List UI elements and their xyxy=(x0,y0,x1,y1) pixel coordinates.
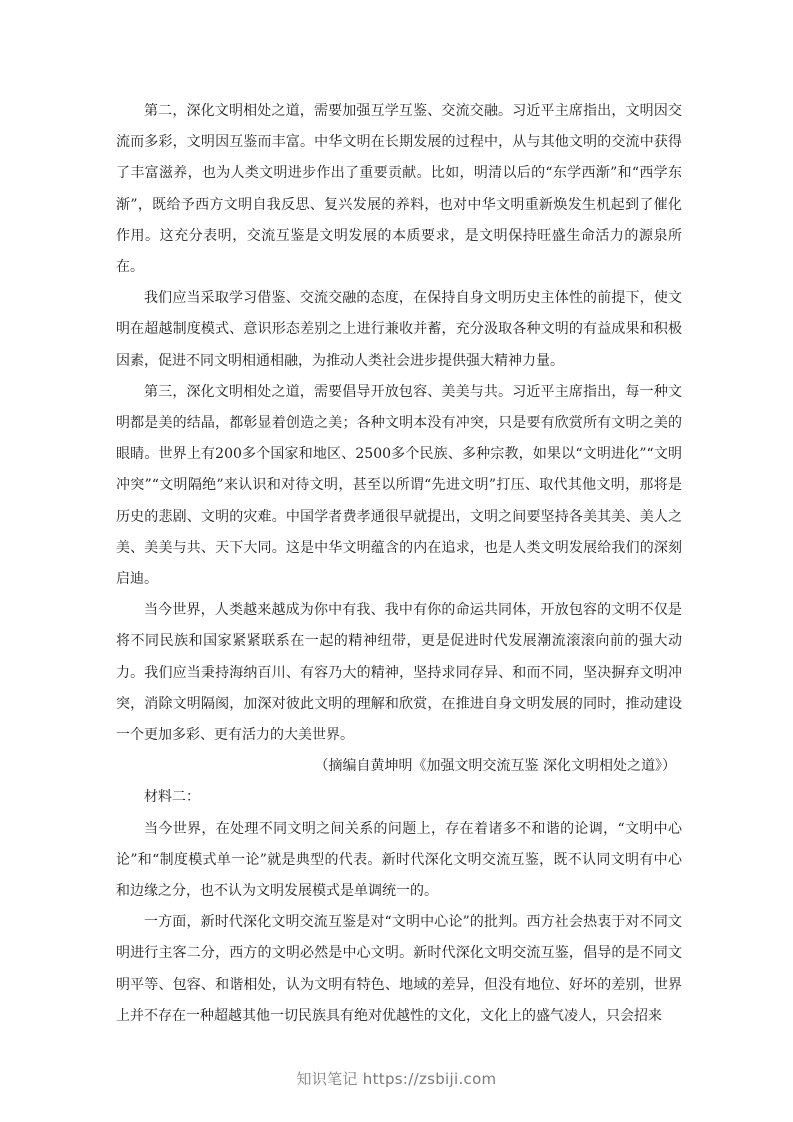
paragraph-3: 第三，深化文明相处之道，需要倡导开放包容、美美与共。习近平主席指出，每一种文明都是美的结晶，都彰显着创造之美；各种文明本没有冲突，只是要有欣赏所有文明之美的眼睛。世界上有200多个国家和地区、2500多个民族、多种宗教，如果以“文明进化”“文明冲突”“文明隔绝”来认识和对待文明，甚至以所谓“先进文明”打压、取代其他文明，那将是历史的悲剧、文明的灾难。中国学者费孝通很早就提出，文明之间要坚持各美其美、美人之美、美美与共、天下大同。这是中华文明蕴含的内在追求，也是人类文明发展给我们的深刻启迪。 xyxy=(116,383,682,588)
paragraph-4: 当今世界，人类越来越成为你中有我、我中有你的命运共同体，开放包容的文明不仅是将不同民族和国家紧紧联系在一起的精神纽带，更是促进时代发展潮流滚滚向前的强大动力。我们应当秉持海纳百川、有容乃大的精神，坚持求同存异、和而不同，坚决摒弃文明冲突，消除文明隔阂，加深对彼此文明的理解和欣赏，在推进自身文明发展的同时，推动建设一个更加多彩、更有活力的大美世界。 xyxy=(116,602,682,744)
footer-watermark: 知识笔记 https://zsbiji.com xyxy=(296,1070,497,1088)
material-paragraph-2: 一方面，新时代深化文明交流互鉴是对“文明中心论”的批判。西方社会热衷于对不同文明进行主客二分，西方的文明必然是中心文明。新时代深化文明交流互鉴，倡导的是不同文明平等、包容、和谐相处，认为文明有特色、地域的差异，但没有地位、好坏的差别，世界上并不存在一种超越其他一切民族具有绝对优越性的文化，文化上的盛气凌人，只会招来 xyxy=(116,914,682,1024)
material-paragraph-1: 当今世界，在处理不同文明之间关系的问题上，存在着诸多不和谐的论调，“文明中心论”和“制度模式单一论”就是典型的代表。新时代深化文明交流互鉴，既不认同文明有中心和边缘之分，也不认为文明发展模式是单调统一的。 xyxy=(116,820,682,900)
document-body xyxy=(116,96,682,1032)
paragraph-2: 我们应当采取学习借鉴、交流交融的态度，在保持自身文明历史主体性的前提下，使文明在超越制度模式、意识形态差别之上进行兼收并蓄，充分汲取各种文明的有益成果和积极因素，促进不同文明相通相融，为推动人类社会进步提供强大精神力量。 xyxy=(116,290,682,369)
paragraph-1: 第二，深化文明相处之道，需要加强互学互鉴、交流交融。习近平主席指出，文明因交流而多彩，文明因互鉴而丰富。中华文明在长期发展的过程中，从与其他文明的交流中获得了丰富滋养，也为人类文明进步作出了重要贡献。比如，明清以后的“东学西渐”和“西学东渐”，既给予西方文明自我反思、复兴发展的养料，也对中华文明重新焕发生机起到了催化作用。这充分表明，交流互鉴是文明发展的本质要求，是文明保持旺盛生命活力的源泉所在。 xyxy=(116,103,682,276)
material-two-label: 材料二： xyxy=(144,789,200,806)
source-citation: （摘编自黄坤明《加强文明交流互鉴 深化文明相处之道》） xyxy=(314,758,676,775)
